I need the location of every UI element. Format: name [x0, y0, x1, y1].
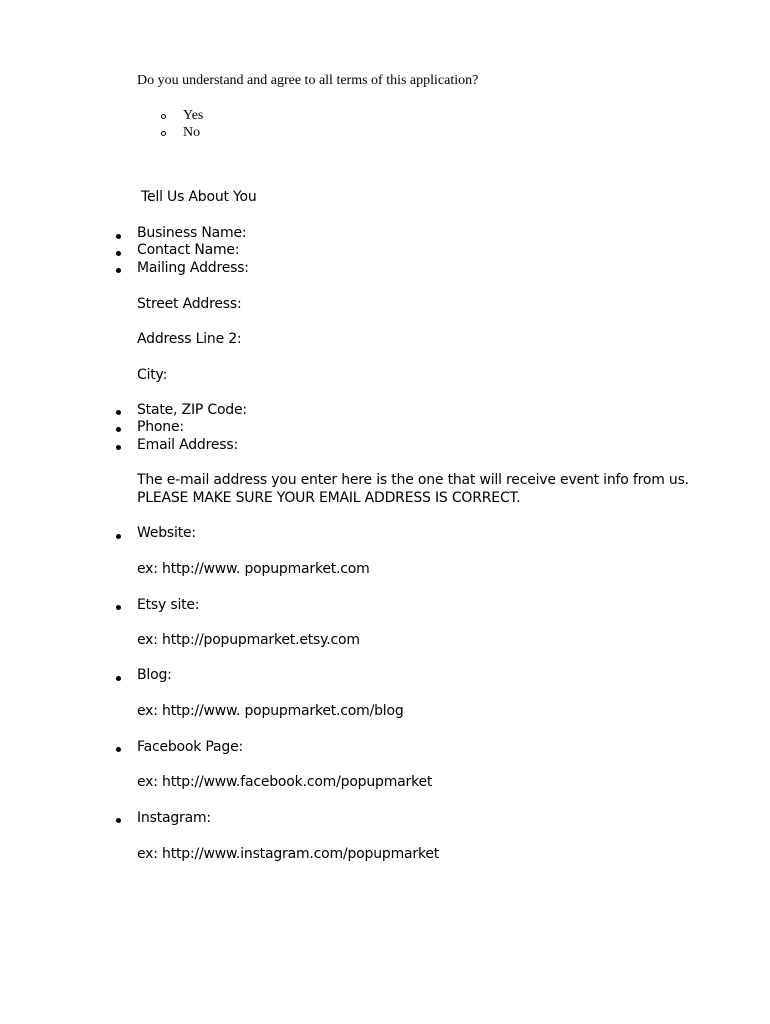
bullet-icon [116, 251, 121, 256]
website-example: ex: http://www. popupmarket.com [137, 561, 370, 577]
blog-example: ex: http://www. popupmarket.com/blog [137, 703, 404, 719]
bullet-icon [116, 268, 121, 273]
option-yes-label[interactable]: Yes [183, 108, 204, 123]
bullet-icon [116, 676, 121, 681]
website-label: Website: [137, 525, 196, 541]
instagram-label: Instagram: [137, 810, 211, 826]
section-title: Tell Us About You [141, 189, 257, 205]
mailing-address-label: Mailing Address: [137, 260, 249, 276]
street-address-label: Street Address: [137, 296, 242, 312]
bullet-icon [116, 747, 121, 752]
contact-name-label: Contact Name: [137, 242, 240, 258]
facebook-example: ex: http://www.facebook.com/popupmarket [137, 774, 433, 790]
business-name-label: Business Name: [137, 225, 247, 241]
blog-label: Blog: [137, 667, 172, 683]
terms-question: Do you understand and agree to all terms of this application? [137, 73, 479, 88]
bullet-icon [116, 445, 121, 450]
bullet-icon [116, 534, 121, 539]
option-yes-circle-icon[interactable] [161, 114, 166, 119]
option-no-circle-icon[interactable] [161, 131, 166, 136]
email-note: The e-mail address you enter here is the one that will receive event info from us. [137, 472, 689, 488]
bullet-icon [116, 605, 121, 610]
state-zip-label: State, ZIP Code: [137, 402, 247, 418]
instagram-example: ex: http://www.instagram.com/popupmarket [137, 846, 440, 862]
bullet-icon [116, 427, 121, 432]
bullet-icon [116, 818, 121, 823]
option-no-label[interactable]: No [183, 125, 201, 140]
address-line-2-label: Address Line 2: [137, 331, 242, 347]
etsy-label: Etsy site: [137, 597, 200, 613]
bullet-icon [116, 234, 121, 239]
city-label: City: [137, 367, 168, 383]
phone-label: Phone: [137, 419, 184, 435]
etsy-example: ex: http://popupmarket.etsy.com [137, 632, 360, 648]
facebook-label: Facebook Page: [137, 739, 244, 755]
email-address-label: Email Address: [137, 437, 238, 453]
bullet-icon [116, 410, 121, 415]
email-warning: PLEASE MAKE SURE YOUR EMAIL ADDRESS IS CORRECT. [137, 490, 521, 506]
